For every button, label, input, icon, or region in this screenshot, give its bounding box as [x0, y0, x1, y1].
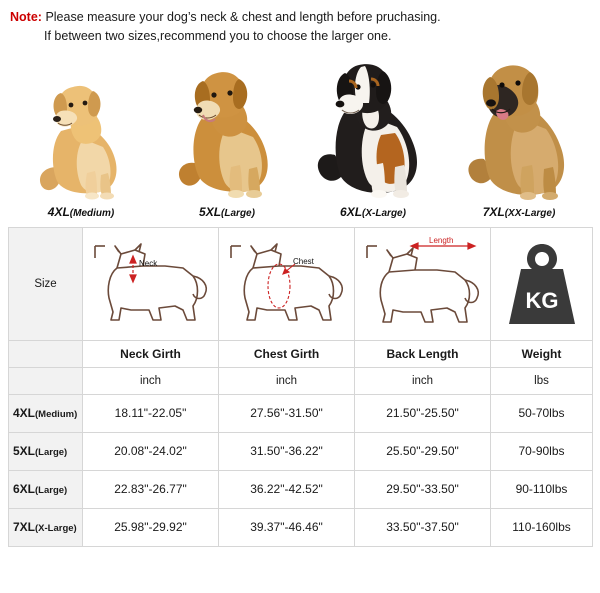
cell-neck-6xl: 22.83"-26.77" — [83, 470, 219, 508]
row-size-6xl-sub: (Large) — [35, 485, 68, 497]
length-diagram-label: Length — [428, 235, 453, 245]
dog-neck-measure-diagram-icon — [87, 232, 215, 336]
dog-label-5xl-sub: (Large) — [221, 207, 255, 219]
unit-back: inch — [355, 367, 491, 394]
dog-photo-4xl — [8, 55, 154, 203]
cell-chest-5xl: 31.50"-36.22" — [219, 432, 355, 470]
note-line-1 — [10, 8, 590, 27]
dog-label-7xl-sub: (XX-Large) — [504, 207, 556, 219]
row-size-4xl-main: 4XL — [13, 406, 36, 421]
dog-label-5xl-main: 5XL — [199, 204, 222, 219]
dog-label-7xl — [446, 205, 592, 219]
bernese-mountain-dog-icon — [313, 51, 433, 203]
table-row — [9, 394, 593, 432]
row-size-5xl-main: 5XL — [13, 444, 36, 459]
cell-chest-7xl: 39.37"-46.46" — [219, 508, 355, 546]
row-size-6xl — [9, 470, 83, 508]
cell-back-4xl: 21.50"-25.50" — [355, 394, 491, 432]
size-chart-table — [8, 227, 593, 547]
unit-header-row — [9, 367, 593, 394]
unit-chest: inch — [219, 367, 355, 394]
neck-diagram-label: Neck — [138, 258, 157, 268]
cell-back-5xl: 25.50"-29.50" — [355, 432, 491, 470]
weight-icon-cell — [491, 227, 593, 340]
dog-label-4xl — [8, 205, 154, 219]
note-line-2: If between two sizes,recommend you to choose the larger one. — [44, 29, 392, 44]
row-size-7xl — [9, 508, 83, 546]
note-label: Note: — [10, 10, 42, 24]
row-size-4xl — [9, 394, 83, 432]
dog-label-4xl-sub: (Medium) — [69, 207, 115, 219]
table-row — [9, 470, 593, 508]
chest-diagram-cell — [219, 227, 355, 340]
cell-weight-7xl: 110-160lbs — [491, 508, 593, 546]
dog-back-length-measure-diagram-icon — [359, 232, 487, 336]
header-back-length: Back Length — [355, 340, 491, 367]
cell-back-7xl: 33.50"-37.50" — [355, 508, 491, 546]
cell-neck-4xl: 18.11"-22.05" — [83, 394, 219, 432]
golden-retriever-light-icon — [27, 63, 135, 203]
row-size-5xl — [9, 432, 83, 470]
cell-neck-7xl: 25.98"-29.92" — [83, 508, 219, 546]
dog-label-5xl — [154, 205, 300, 219]
dog-photo-row — [0, 51, 600, 203]
unit-weight: lbs — [491, 367, 593, 394]
chest-diagram-label: Chest — [292, 256, 314, 266]
dog-label-6xl-sub: (X-Large) — [362, 207, 406, 219]
cell-weight-4xl: 50-70lbs — [491, 394, 593, 432]
dog-label-7xl-main: 7XL — [482, 204, 505, 219]
header-spacer-cell — [9, 340, 83, 367]
kg-icon-text: KG — [525, 287, 558, 313]
size-column-header: Size — [9, 227, 83, 340]
measurement-header-row — [9, 340, 593, 367]
cell-weight-6xl: 90-110lbs — [491, 470, 593, 508]
dog-photo-6xl — [300, 55, 446, 203]
cell-weight-5xl: 70-90lbs — [491, 432, 593, 470]
dog-photo-7xl — [446, 55, 592, 203]
row-size-4xl-sub: (Medium) — [35, 409, 78, 421]
cell-chest-4xl: 27.56"-31.50" — [219, 394, 355, 432]
diagram-row — [9, 227, 593, 340]
row-size-7xl-sub: (X-Large) — [35, 523, 77, 535]
mastiff-icon — [460, 53, 578, 203]
neck-diagram-cell — [83, 227, 219, 340]
unit-spacer-cell — [9, 367, 83, 394]
unit-neck: inch — [83, 367, 219, 394]
note-block — [0, 0, 600, 51]
header-neck-girth: Neck Girth — [83, 340, 219, 367]
table-row — [9, 508, 593, 546]
dog-label-row — [0, 203, 600, 225]
dog-label-6xl — [300, 205, 446, 219]
header-chest-girth: Chest Girth — [219, 340, 355, 367]
dog-chest-measure-diagram-icon — [223, 232, 351, 336]
back-length-diagram-cell — [355, 227, 491, 340]
note-text-1: Please measure your dog’s neck & chest and length before pruchasing. — [45, 10, 441, 24]
cell-neck-5xl: 20.08"-24.02" — [83, 432, 219, 470]
dog-label-6xl-main: 6XL — [340, 204, 363, 219]
dog-label-4xl-main: 4XL — [47, 204, 70, 219]
cell-back-6xl: 29.50"-33.50" — [355, 470, 491, 508]
table-row — [9, 432, 593, 470]
kg-weight-icon — [501, 238, 583, 330]
row-size-5xl-sub: (Large) — [35, 447, 68, 459]
header-weight: Weight — [491, 340, 593, 367]
cell-chest-6xl: 36.22"-42.52" — [219, 470, 355, 508]
golden-retriever-dark-icon — [169, 55, 285, 203]
row-size-7xl-main: 7XL — [13, 520, 36, 535]
row-size-6xl-main: 6XL — [13, 482, 36, 497]
dog-photo-5xl — [154, 55, 300, 203]
